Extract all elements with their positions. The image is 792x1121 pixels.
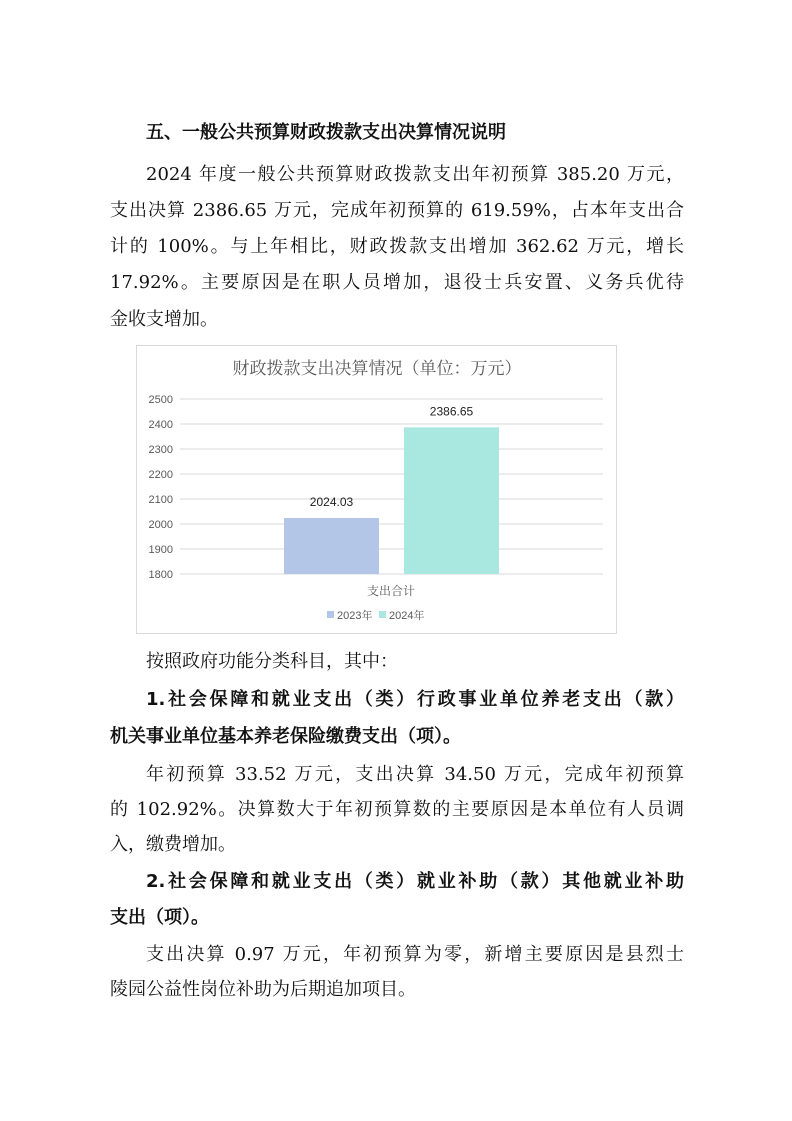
legend-swatch — [327, 611, 334, 618]
y-tick-label: 2500 — [148, 394, 173, 406]
y-tick-label: 2000 — [148, 519, 173, 531]
para1-line: 17.92%。主要原因是在职人员增加，退役士兵安置、义务兵优待 — [110, 272, 684, 293]
y-tick-label: 2400 — [148, 419, 173, 431]
bar-2023年 — [284, 518, 379, 574]
chart-title: 财政拨款支出决算情况（单位：万元） — [232, 359, 522, 378]
legend-label: 2024年 — [389, 610, 425, 622]
item1-body-line: 年初预算 33.52 万元，支出决算 34.50 万元，完成年初预算 — [146, 764, 684, 785]
y-tick-label: 1900 — [148, 544, 173, 556]
legend-swatch — [379, 611, 386, 618]
item1-body-line: 入，缴费增加。 — [110, 834, 236, 855]
y-tick-label: 2100 — [148, 494, 173, 506]
expenditure-bar-chart — [136, 345, 617, 634]
section-heading: 五、一般公共预算财政拨款支出决算情况说明 — [146, 122, 506, 143]
bar-2024年 — [404, 427, 499, 574]
para1-line: 金收支增加。 — [110, 309, 218, 330]
para1-line: 2024 年度一般公共预算财政拨款支出年初预算 385.20 万元， — [146, 164, 684, 185]
data-label: 2386.65 — [429, 404, 474, 419]
intro-text: 按照政府功能分类科目，其中： — [146, 651, 398, 672]
item1-title-line: 1.社会保障和就业支出（类）行政事业单位养老支出（款） — [146, 689, 684, 710]
legend-label: 2023年 — [337, 610, 373, 622]
chart-svg — [137, 346, 618, 635]
data-label: 2024.03 — [309, 494, 354, 509]
x-category-label: 支出合计 — [366, 584, 416, 598]
item2-body-line: 支出决算 0.97 万元，年初预算为零，新增主要原因是县烈士 — [146, 944, 684, 965]
item2-body-line: 陵园公益性岗位补助为后期追加项目。 — [110, 979, 416, 1000]
y-tick-label: 2200 — [148, 469, 173, 481]
y-tick-label: 2300 — [148, 444, 173, 456]
y-tick-label: 1800 — [148, 569, 173, 581]
item2-title-line: 支出（项）。 — [110, 907, 209, 928]
item1-body-line: 的 102.92%。决算数大于年初预算数的主要原因是本单位有人员调 — [110, 799, 684, 820]
item1-title-line: 机关事业单位基本养老保险缴费支出（项）。 — [110, 726, 461, 747]
para1-line: 支出决算 2386.65 万元，完成年初预算的 619.59%，占本年支出合 — [110, 200, 684, 221]
item2-title-line: 2.社会保障和就业支出（类）就业补助（款）其他就业补助 — [146, 871, 684, 892]
para1-line: 计的 100%。与上年相比，财政拨款支出增加 362.62 万元，增长 — [110, 236, 684, 257]
